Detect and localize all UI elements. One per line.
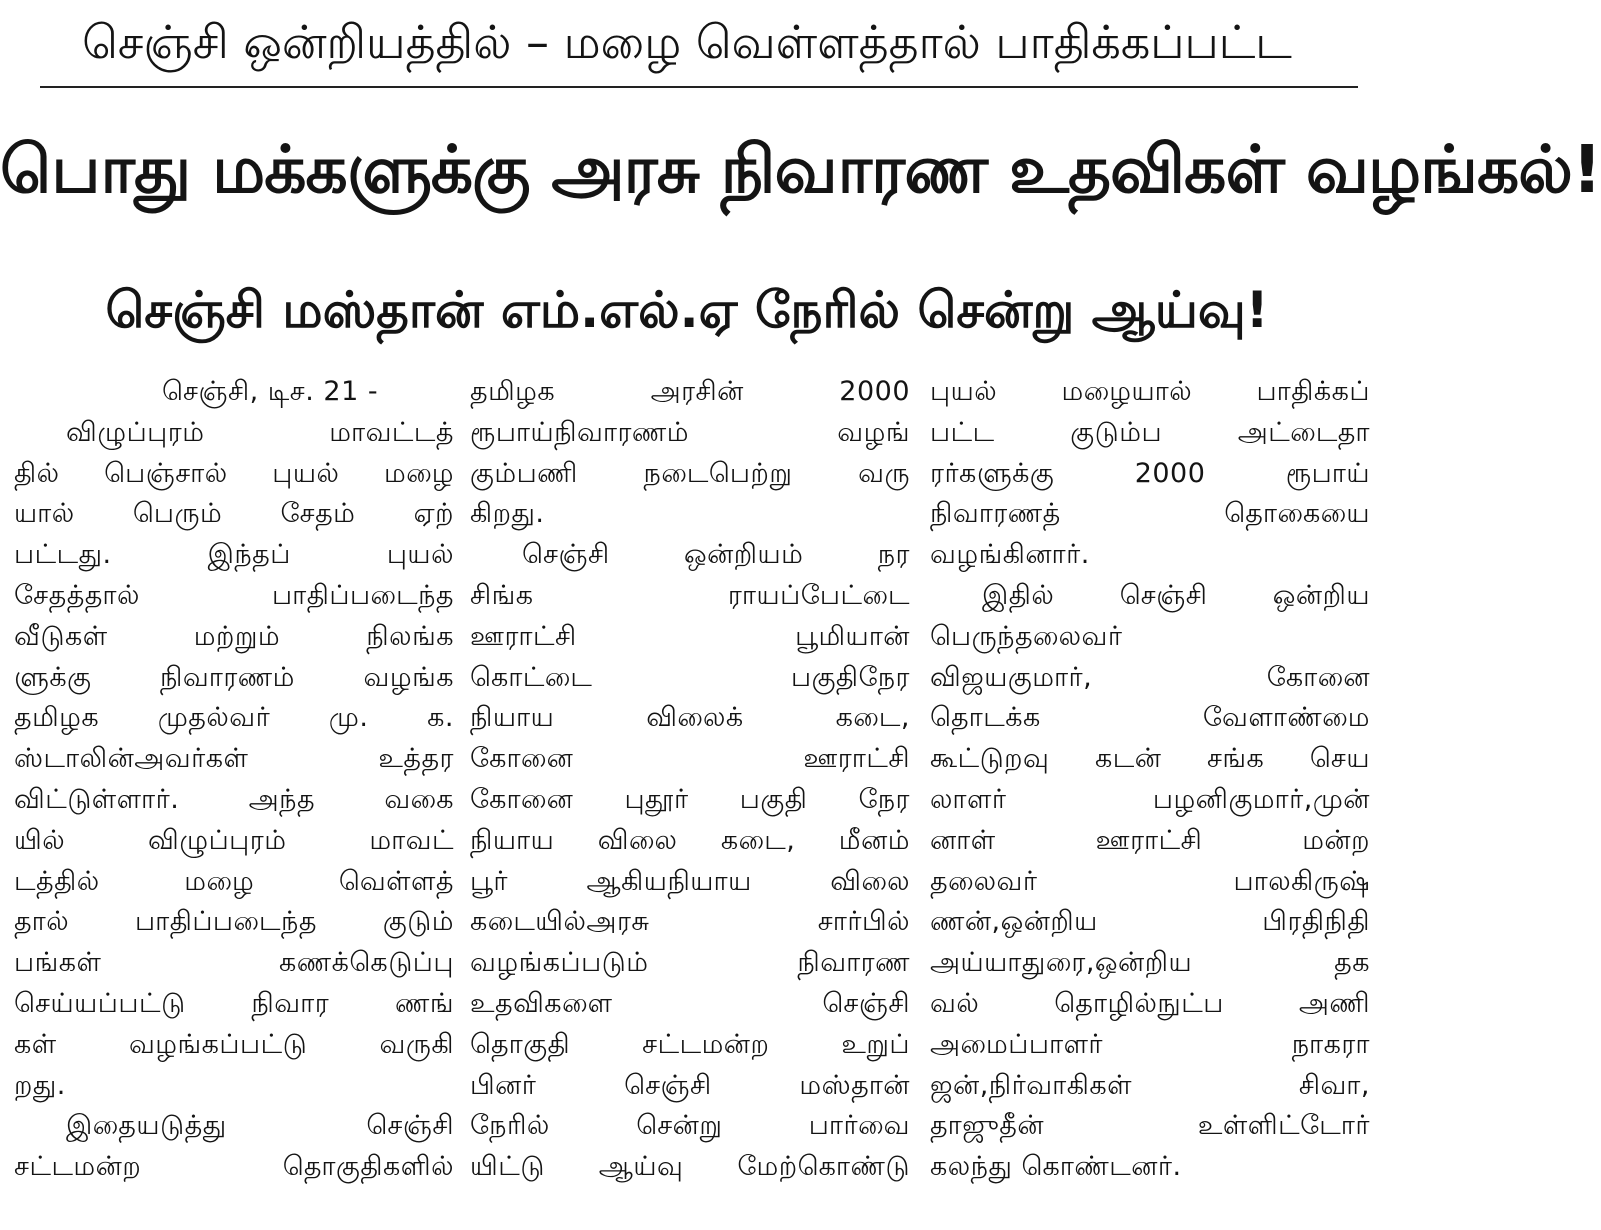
text-line: யால் பெரும் சேதம் ஏற் — [14, 498, 454, 530]
text-line: யில் விழுப்புரம் மாவட் — [14, 824, 454, 856]
text-line: உதவிகளை செஞ்சி — [470, 987, 910, 1019]
text-line: நியாய விலைக் கடை, — [470, 702, 910, 734]
text-line: வீடுகள் மற்றும் நிலங்க — [14, 620, 454, 652]
article-column-2 — [470, 372, 910, 1230]
text-line: றது. — [14, 1069, 66, 1101]
text-line: பூர் ஆகியநியாய விலை — [470, 865, 910, 897]
text-line: நேரில் சென்று பார்வை — [470, 1110, 910, 1142]
text-line: கோனை புதூர் பகுதி நேர — [470, 783, 910, 815]
text-line: கொட்டை பகுதிநேர — [470, 661, 910, 693]
text-line: வழங்கினார். — [930, 539, 1090, 571]
text-line: விழுப்புரம் மாவட்டத் — [66, 416, 454, 448]
text-line: கும்பணி நடைபெற்று வரு — [470, 457, 910, 489]
text-line: தலைவர் பாலகிருஷ் — [930, 865, 1370, 897]
text-line: விஜயகுமார், கோனை — [930, 661, 1370, 693]
text-line: தில் பெஞ்சால் புயல் மழை — [14, 457, 454, 489]
text-line: பங்கள் கணக்கெடுப்பு — [14, 947, 454, 979]
text-line: சட்டமன்ற தொகுதிகளில் — [14, 1151, 454, 1183]
text-line: ஊராட்சி பூமியான் — [470, 620, 910, 652]
text-line: ரர்களுக்கு 2000 ரூபாய் — [930, 457, 1370, 489]
text-line: புயல் மழையால் பாதிக்கப் — [930, 376, 1370, 407]
text-line: கடையில்அரசு சார்பில் — [470, 906, 910, 938]
text-line: கூட்டுறவு கடன் சங்க செய — [930, 743, 1370, 775]
text-line: நிவாரணத் தொகையை — [930, 498, 1370, 530]
text-line: தொகுதி சட்டமன்ற உறுப் — [470, 1028, 910, 1060]
text-line: செஞ்சி ஒன்றியம் நர — [522, 539, 910, 571]
text-line: தாஜுதீன் உள்ளிட்டோர் — [930, 1110, 1370, 1142]
text-line: வல் தொழில்நுட்ப அணி — [930, 987, 1370, 1019]
text-line: வழங்கப்படும் நிவாரண — [470, 947, 910, 979]
text-line: பட்ட குடும்ப அட்டைதா — [930, 416, 1370, 448]
main-headline: பொது மக்களுக்கு அரசு நிவாரண உதவிகள் வழங்கல்! — [0, 131, 1601, 208]
text-line: கோனை ஊராட்சி — [470, 743, 910, 775]
text-line: இதில் செஞ்சி ஒன்றிய — [982, 579, 1370, 611]
text-line: ணன்,ஒன்றிய பிரதிநிதி — [930, 906, 1370, 938]
text-line: அய்யாதுரை,ஒன்றிய தக — [930, 947, 1370, 979]
text-line: சிங்க ராயப்பேட்டை — [470, 579, 910, 611]
sub-headline: செஞ்சி மஸ்தான் எம்.எல்.ஏ நேரில் சென்று ஆய்வு! — [105, 281, 1269, 339]
text-line: கிறது. — [470, 498, 545, 530]
text-line: ஜன்,நிர்வாகிகள் சிவா, — [930, 1069, 1370, 1101]
article-column-3 — [930, 372, 1370, 1230]
text-line: தமிழக அரசின் 2000 — [470, 376, 910, 407]
text-line: யிட்டு ஆய்வு மேற்கொண்டு — [470, 1151, 910, 1183]
text-line: ளுக்கு நிவாரணம் வழங்க — [14, 661, 454, 693]
text-line: ஸ்டாலின்அவர்கள் உத்தர — [14, 743, 454, 775]
dateline: செஞ்சி, டிச. 21 - — [162, 376, 379, 407]
headline-rule — [40, 86, 1358, 88]
text-line: அமைப்பாளர் நாகரா — [930, 1028, 1370, 1060]
text-line: லாளர் பழனிகுமார்,முன் — [930, 783, 1370, 815]
text-line: ரூபாய்நிவாரணம் வழங் — [470, 416, 910, 448]
text-line: னாள் ஊராட்சி மன்ற — [930, 824, 1370, 856]
text-line: செய்யப்பட்டு நிவார ணங் — [14, 987, 454, 1019]
text-line: பெருந்தலைவர் — [930, 620, 1123, 652]
text-line: டத்தில் மழை வெள்ளத் — [14, 865, 454, 897]
text-line: விட்டுள்ளார். அந்த வகை — [14, 783, 454, 815]
text-line: கலந்து கொண்டனர். — [930, 1151, 1182, 1183]
text-line: சேதத்தால் பாதிப்படைந்த — [14, 579, 454, 611]
text-line: தமிழக முதல்வர் மு. க. — [14, 702, 454, 734]
text-line: தொடக்க வேளாண்மை — [930, 702, 1370, 734]
text-line: தால் பாதிப்படைந்த குடும் — [14, 906, 454, 938]
text-line: இதையடுத்து செஞ்சி — [66, 1110, 454, 1142]
text-line: பினர் செஞ்சி மஸ்தான் — [470, 1069, 910, 1101]
text-line: பட்டது. இந்தப் புயல் — [14, 539, 454, 571]
kicker-headline: செஞ்சி ஒன்றியத்தில் – மழை வெள்ளத்தால் பாதிக்கப்பட்ட — [82, 15, 1292, 69]
article-column-1 — [14, 372, 454, 1230]
text-line: நியாய விலை கடை, மீனம் — [470, 824, 910, 856]
text-line: கள் வழங்கப்பட்டு வருகி — [14, 1028, 454, 1060]
